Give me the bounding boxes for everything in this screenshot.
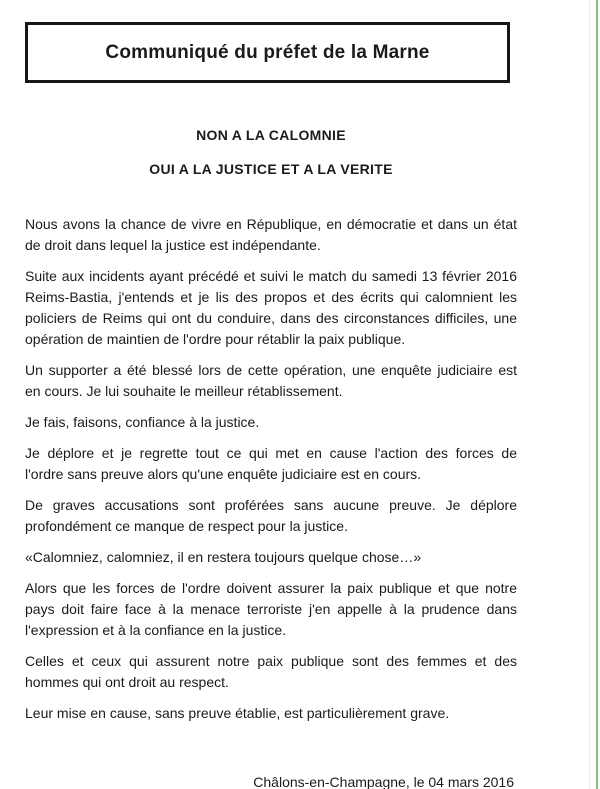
paragraph-line: hommes qui ont droit au respect. xyxy=(25,674,229,690)
paragraph-line: «Calomniez, calomniez, il en restera toujours quelque chose…» xyxy=(25,549,422,565)
scan-artifact-line xyxy=(589,0,590,789)
paragraph-line: Suite aux incidents ayant précédé et suivi le match du samedi 13 février 2016 xyxy=(25,268,517,284)
paragraph xyxy=(25,495,517,537)
paragraph xyxy=(25,703,517,724)
paragraph-line: Celles et ceux qui assurent notre paix publique sont des femmes et des xyxy=(25,653,517,669)
paragraph-line: de droit dans lequel la justice est indépendante. xyxy=(25,237,321,253)
document-title: Communiqué du préfet de la Marne xyxy=(105,42,430,63)
paragraph-line: Leur mise en cause, sans preuve établie, est particulièrement grave. xyxy=(25,705,450,721)
paragraph-line: pays doit faire face à la menace terroriste j'en appelle à la prudence dans xyxy=(25,601,517,617)
paragraph-line: l'expression et à la confiance en la justice. xyxy=(25,622,287,638)
paragraph xyxy=(25,443,517,485)
document-body xyxy=(25,214,517,789)
title-box xyxy=(25,22,510,83)
paragraph-line: De graves accusations sont proférées sans aucune preuve. Je déplore xyxy=(25,497,517,513)
paragraph xyxy=(25,360,517,402)
paragraph-line: opération de maintien de l'ordre pour rétablir la paix publique. xyxy=(25,331,406,347)
paragraph-line: Reims-Bastia, j'entends et je lis des propos et des écrits qui calomnient les xyxy=(25,289,517,305)
paragraph-line: l'ordre sans preuve alors qu'une enquête judiciaire est en cours. xyxy=(25,466,422,482)
paragraph xyxy=(25,651,517,693)
paragraphs-container xyxy=(25,214,517,724)
paragraph-line: Un supporter a été blessé lors de cette opération, une enquête judiciaire est xyxy=(25,362,517,378)
paragraph-line: en cours. Je lui souhaite le meilleur rétablissement. xyxy=(25,383,343,399)
heading-secondary: OUI A LA JUSTICE ET A LA VERITE xyxy=(149,161,393,177)
dateline: Châlons-en-Champagne, le 04 mars 2016 xyxy=(253,774,514,789)
paragraph-line: profondément ce manque de respect pour la justice. xyxy=(25,518,348,534)
paragraph-line: policiers de Reims qui ont du conduire, dans des circonstances difficiles, une xyxy=(25,310,517,326)
paragraph xyxy=(25,578,517,641)
paragraph xyxy=(25,547,517,568)
paragraph xyxy=(25,412,517,433)
paragraph xyxy=(25,266,517,350)
paragraph-line: Nous avons la chance de vivre en République, en démocratie et dans un état xyxy=(25,216,517,232)
paragraph-line: Je fais, faisons, confiance à la justice. xyxy=(25,414,260,430)
paragraph-line: Je déplore et je regrette tout ce qui met en cause l'action des forces de xyxy=(25,445,517,461)
paragraph xyxy=(25,214,517,256)
heading-primary: NON A LA CALOMNIE xyxy=(196,127,346,143)
scan-edge-green-line xyxy=(596,0,598,789)
paragraph-line: Alors que les forces de l'ordre doivent assurer la paix publique et que notre xyxy=(25,580,517,596)
